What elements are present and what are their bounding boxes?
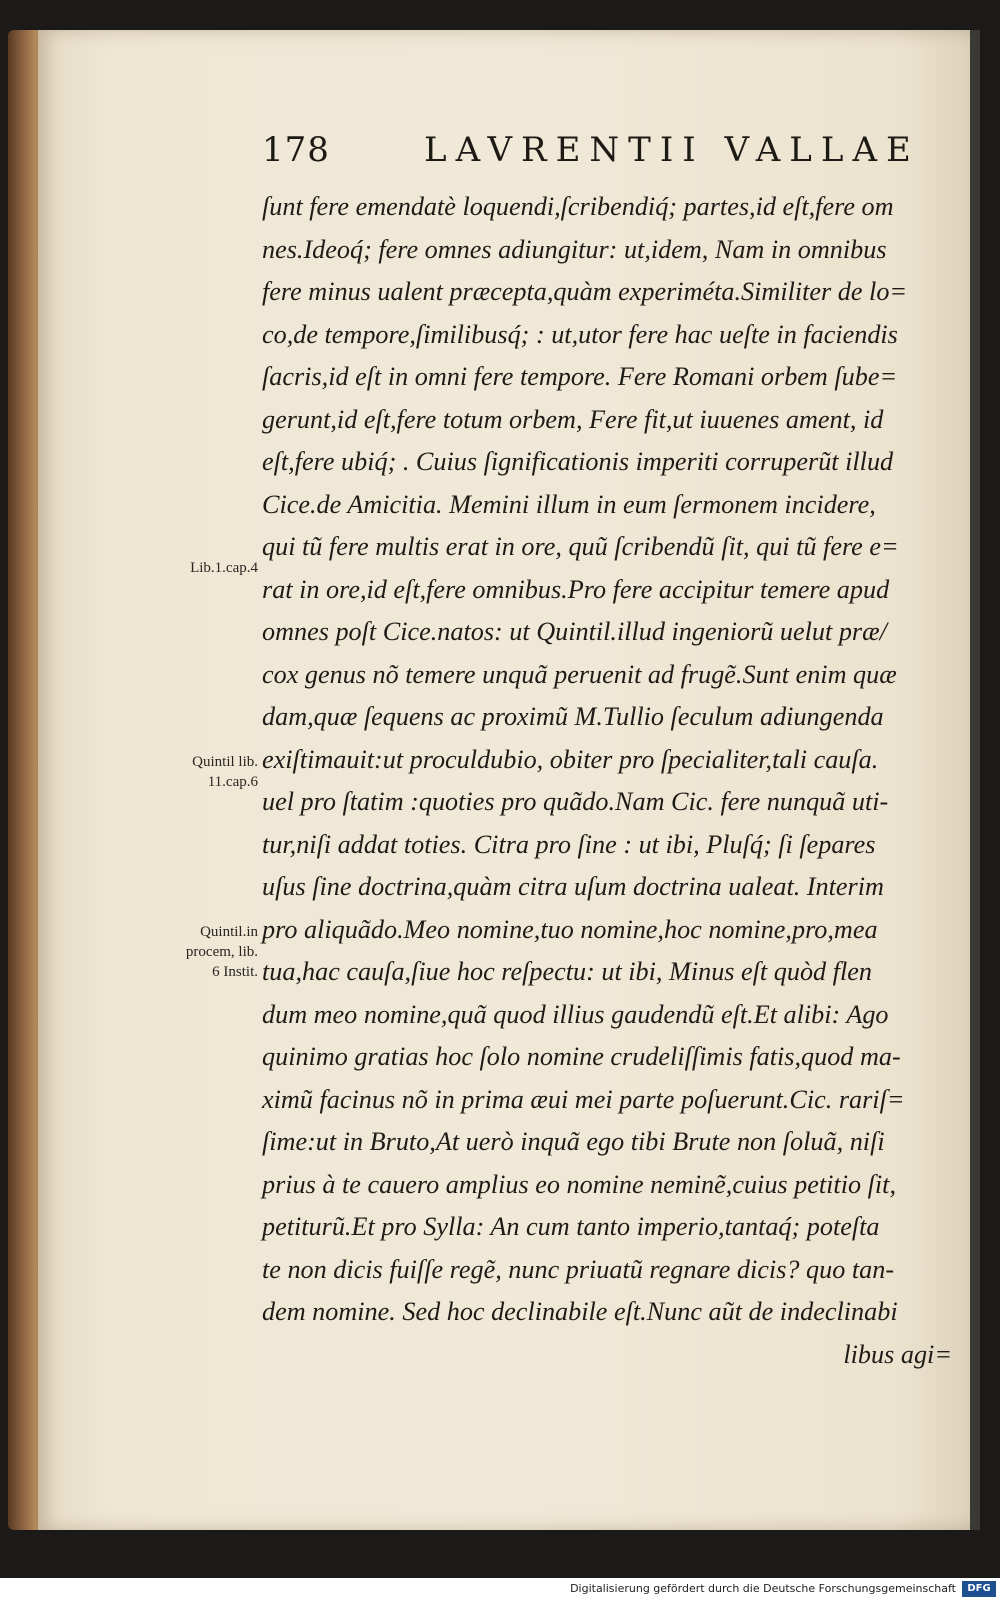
- text-line: qui tũ fere multis erat in ore, quũ ſcribendũ ſit, qui tũ fere e=: [262, 532, 899, 561]
- text-line: uel pro ſtatim :quoties pro quãdo.Nam Cic. fere nunquã uti-: [262, 787, 889, 816]
- funding-credit: Digitalisierung gefördert durch die Deutsche Forschungsgemeinschaft: [570, 1582, 956, 1595]
- marginal-note-line: Lib.1.cap.4: [190, 560, 258, 576]
- text-line: co,de tempore,ſimilibusq́; : ut,utor fere hac ueſte in faciendis: [262, 319, 898, 349]
- marginal-note-line: Quintil lib.: [192, 754, 258, 770]
- text-line: Cice.de Amicitia. Memini illum in eum ſermonem incidere,: [262, 489, 876, 519]
- text-line: prius à te cauero amplius eo nomine neminẽ,cuius petitio ſit,: [262, 1169, 896, 1199]
- text-line: dam,quæ ſequens ac proximũ M.Tullio ſeculum adiungenda: [262, 702, 884, 731]
- text-line: fere minus ualent præcepta,quàm experiméta.Similiter de lo=: [262, 277, 908, 306]
- text-line: uſus ſine doctrina,quàm citra uſum doctrina ualeat. Interim: [262, 872, 884, 901]
- running-title: LAVRENTII VALLAE: [424, 130, 920, 170]
- footer-bar: [0, 1578, 1000, 1602]
- text-line: pro aliquãdo.Meo nomine,tuo nomine,hoc nomine,pro,mea: [262, 914, 878, 944]
- text-line: quinimo gratias hoc ſolo nomine crudeliſſimis fatis,quod ma-: [262, 1042, 901, 1071]
- marginal-note-line: 11.cap.6: [207, 774, 258, 790]
- text-line: nes.Ideoq́; fere omnes adiungitur: ut,idem, Nam in omnibus: [262, 234, 887, 264]
- text-line: ximũ facinus nõ in prima æui mei parte poſuerunt.Cic. rariſ=: [262, 1084, 905, 1114]
- text-line: eſt,fere ubiq́; . Cuius ſignificationis imperiti corruperũt illud: [262, 447, 894, 476]
- text-line: gerunt,id eſt,fere totum orbem, Fere fit,ut iuuenes ament, id: [262, 404, 884, 434]
- page-number: 178: [262, 130, 330, 170]
- marginal-note-line: procem, lib.: [185, 944, 258, 960]
- text-line: ſacris,id eſt in omni fere tempore. Fere Romani orbem ſube=: [262, 362, 898, 391]
- text-line: tua,hac cauſa,ſiue hoc reſpectu: ut ibi, Minus eſt quòd flen: [262, 957, 872, 986]
- text-line: dem nomine. Sed hoc declinabile eſt.Nunc aũt de indeclinabi: [262, 1297, 898, 1326]
- scan-border: [970, 30, 980, 1530]
- text-line: ſunt fere emendatè loquendi,ſcribendiq́; partes,id eſt,fere om: [262, 192, 894, 221]
- text-line: petiturũ.Et pro Sylla: An cum tanto imperio,tantaq́; poteſta: [262, 1212, 880, 1241]
- marginal-note: [136, 558, 258, 578]
- text-line: exiſtimauit:ut proculdubio, obiter pro ſpecialiter,tali cauſa.: [262, 744, 879, 774]
- marginal-note: [136, 922, 258, 982]
- text-line: ſime:ut in Bruto,At uerò inquã ego tibi Brute non ſoluã, niſi: [262, 1127, 885, 1156]
- text-line: rat in ore,id eſt,fere omnibus.Pro fere accipitur temere apud: [262, 574, 890, 604]
- marginal-note: [136, 752, 258, 792]
- body-text: [262, 186, 952, 1376]
- marginal-note-line: 6 Instit.: [212, 964, 258, 980]
- dfg-logo: DFG: [962, 1581, 996, 1597]
- text-line: omnes poſt Cice.natos: ut Quintil.illud ingeniorũ uelut præ/: [262, 617, 887, 646]
- text-line: tur,niſi addat toties. Citra pro ſine : ut ibi, Pluſq́; ſi ſepares: [262, 829, 876, 859]
- text-line: te non dicis fuiſſe regẽ, nunc priuatũ regnare dicis? quo tan-: [262, 1254, 895, 1284]
- text-line: cox genus nõ temere unquã peruenit ad frugẽ.Sunt enim quæ: [262, 659, 897, 689]
- marginal-note-line: Quintil.in: [200, 924, 258, 940]
- catchword: libus agi=: [843, 1339, 952, 1369]
- text-line: dum meo nomine,quã quod illius gaudendũ eſt.Et alibi: Ago: [262, 999, 889, 1029]
- page-header: [262, 130, 952, 176]
